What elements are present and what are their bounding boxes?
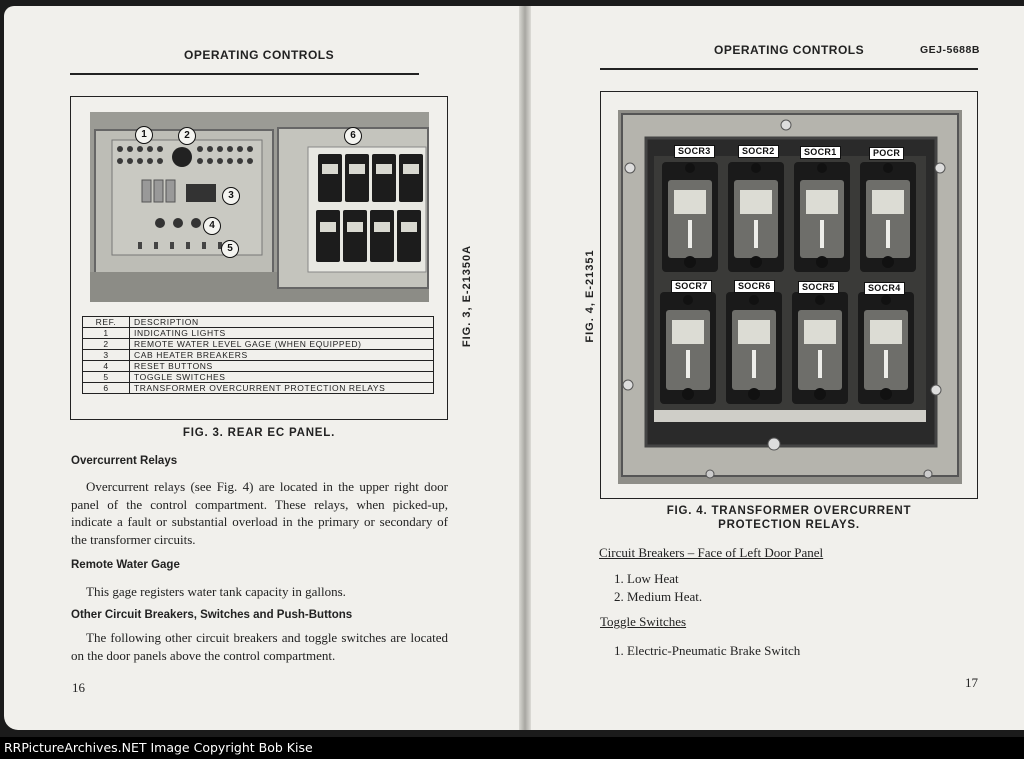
toggle-switches-list	[614, 642, 800, 660]
table-row	[83, 339, 434, 350]
other-breakers-heading: Other Circuit Breakers, Switches and Push-Buttons	[71, 609, 353, 621]
callout-2: 2	[178, 127, 196, 145]
table-cell-ref: 2	[83, 339, 130, 350]
fig4-photo	[618, 110, 962, 484]
callout-6: 6	[344, 127, 362, 145]
relay-label-socr7: SOCR7	[671, 280, 712, 293]
table-row	[83, 372, 434, 383]
fig4-caption-line2: PROTECTION RELAYS.	[718, 519, 860, 531]
callout-1: 1	[135, 126, 153, 144]
relay-cabinet-image	[618, 110, 962, 484]
table-cell-ref: 6	[83, 383, 130, 394]
circuit-breakers-list	[614, 570, 702, 605]
callout-3: 3	[222, 187, 240, 205]
table-cell-ref: 3	[83, 350, 130, 361]
table-cell-ref: 5	[83, 372, 130, 383]
table-row	[83, 328, 434, 339]
table-cell-desc: RESET BUTTONS	[130, 361, 434, 372]
right-running-head: OPERATING CONTROLS	[714, 43, 865, 57]
list-item: 1. Low Heat	[614, 571, 679, 586]
remote-water-gage-text: This gage registers water tank capacity in gallons.	[86, 584, 346, 599]
remote-water-gage-paragraph	[71, 583, 448, 601]
other-breakers-text: The following other circuit breakers and toggle switches are located on the door panels above the control compartment.	[71, 630, 448, 663]
right-head-rule	[600, 68, 978, 70]
fig3-side-label: FIG. 3, E-21350A	[461, 244, 473, 348]
other-breakers-paragraph	[71, 629, 448, 664]
relay-label-socr4: SOCR4	[864, 282, 905, 295]
table-cell-desc: REMOTE WATER LEVEL GAGE (WHEN EQUIPPED)	[130, 339, 434, 350]
table-header-row	[83, 317, 434, 328]
list-item: 1. Electric-Pneumatic Brake Switch	[614, 643, 801, 658]
toggle-switches-heading: Toggle Switches	[600, 614, 687, 629]
table-header-ref: REF.	[83, 317, 130, 328]
copyright-footer: RRPictureArchives.NET Image Copyright Bob Kise	[0, 737, 1024, 759]
fig3-reference-table	[82, 316, 434, 394]
book-gutter	[519, 6, 531, 730]
table-cell-desc: CAB HEATER BREAKERS	[130, 350, 434, 361]
overcurrent-relays-paragraph	[71, 478, 448, 548]
document-code: GEJ-5688B	[920, 44, 980, 56]
fig4-side-label: FIG. 4, E-21351	[584, 249, 596, 343]
relay-label-socr5: SOCR5	[798, 281, 839, 294]
table-row	[83, 383, 434, 394]
relay-label-socr2: SOCR2	[738, 145, 779, 158]
relay-label-pocr: POCR	[869, 147, 904, 160]
table-cell-desc: TOGGLE SWITCHES	[130, 372, 434, 383]
overcurrent-relays-heading: Overcurrent Relays	[71, 455, 178, 467]
callout-5: 5	[221, 240, 239, 258]
table-cell-ref: 1	[83, 328, 130, 339]
right-page-number: 17	[965, 675, 978, 690]
remote-water-gage-heading: Remote Water Gage	[71, 559, 180, 571]
relay-label-socr3: SOCR3	[674, 145, 715, 158]
list-item: 2. Medium Heat.	[614, 588, 703, 604]
circuit-breakers-heading: Circuit Breakers – Face of Left Door Panel	[599, 545, 824, 560]
table-cell-desc: TRANSFORMER OVERCURRENT PROTECTION RELAYS	[130, 383, 434, 394]
relay-label-socr6: SOCR6	[734, 280, 775, 293]
table-cell-desc: INDICATING LIGHTS	[130, 328, 434, 339]
callout-4: 4	[203, 217, 221, 235]
left-head-rule	[70, 73, 419, 75]
table-header-description: DESCRIPTION	[130, 317, 434, 328]
fig4-caption-line1: FIG. 4. TRANSFORMER OVERCURRENT	[666, 505, 912, 517]
relay-label-socr1: SOCR1	[800, 146, 841, 159]
left-page-number: 16	[72, 680, 85, 695]
table-row	[83, 350, 434, 361]
left-running-head: OPERATING CONTROLS	[184, 48, 335, 62]
fig3-caption: FIG. 3. REAR EC PANEL.	[182, 427, 336, 439]
fig3-photo	[90, 112, 429, 302]
table-cell-ref: 4	[83, 361, 130, 372]
table-row	[83, 361, 434, 372]
overcurrent-relays-text: Overcurrent relays (see Fig. 4) are located in the upper right door panel of the control compartment. These relays, when picked-up, indicate a fault or substantial overload in the primary or secondary of the transformer circuits.	[71, 479, 448, 547]
